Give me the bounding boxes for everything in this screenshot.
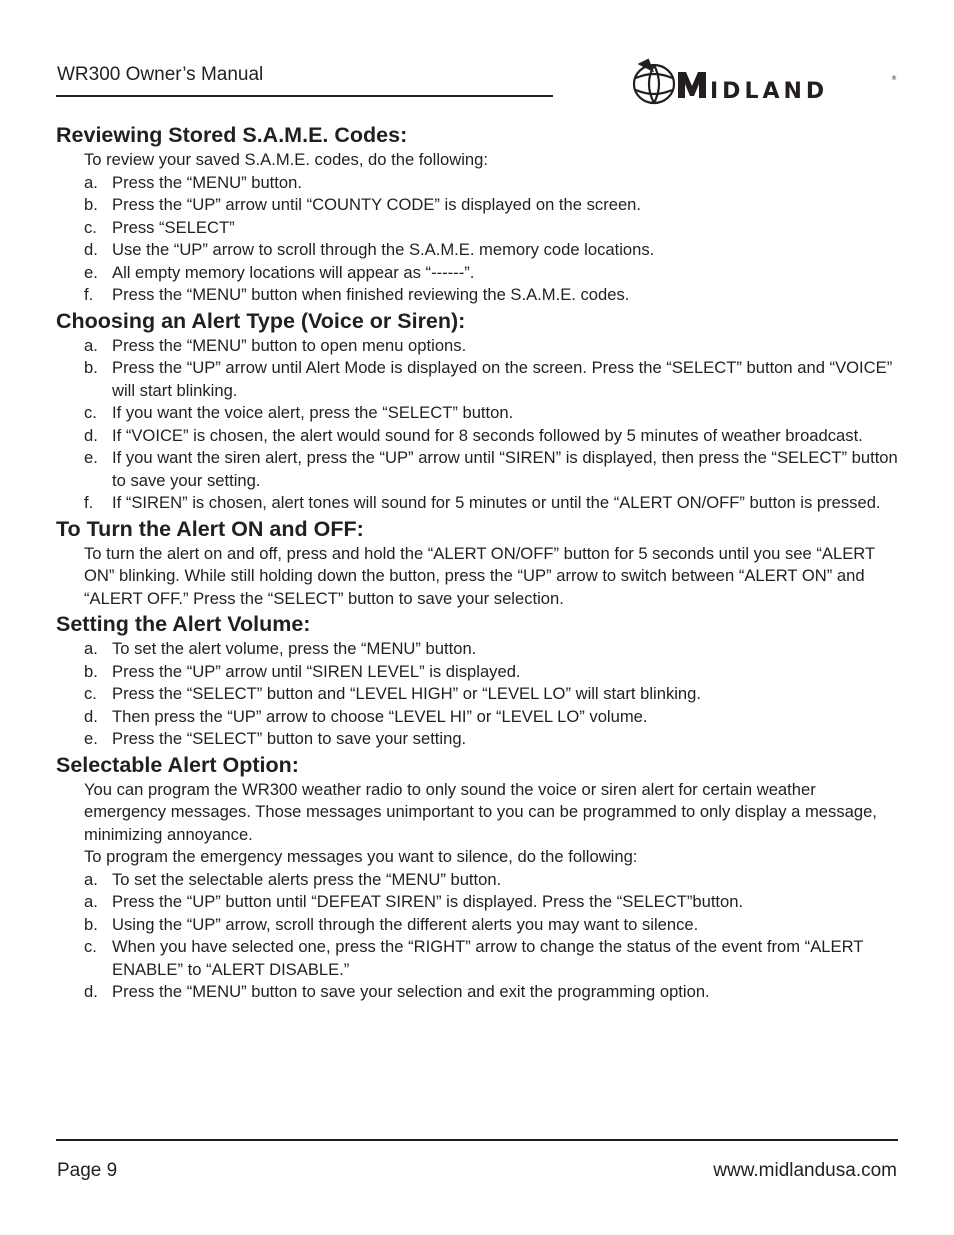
- list-item: [56, 914, 901, 937]
- list-item: [56, 284, 901, 307]
- list-item: [56, 402, 901, 425]
- list-item-text: If you want the voice alert, press the “SELECT” button.: [112, 403, 514, 422]
- list-item-text: Press the “MENU” button.: [112, 172, 302, 192]
- list-item: [56, 492, 901, 515]
- list-item-text: Press the “UP” arrow until “COUNTY CODE” is displayed on the screen.: [112, 195, 642, 214]
- list-item-letter: e.: [84, 448, 98, 467]
- list-item: [56, 891, 901, 914]
- list-item-letter: f.: [84, 285, 94, 304]
- list-item-text: Press the “UP” arrow until “SIREN LEVEL” is displayed.: [112, 661, 521, 681]
- section-paragraph: You can program the WR300 weather radio to only sound the voice or siren alert for certain weather emergency messages. Those messages unimportant to you can be programmed to only display a message, minimizing annoyance.: [84, 779, 877, 844]
- list-item-letter: c.: [84, 217, 97, 237]
- list-item: [56, 357, 901, 402]
- list-item: [56, 335, 901, 358]
- list-item-text: To set the selectable alerts press the “MENU” button.: [112, 869, 502, 889]
- step-list: [56, 172, 901, 307]
- section: [56, 515, 901, 611]
- step-list: [56, 335, 901, 515]
- section-paragraph: To turn the alert on and off, press and hold the “ALERT ON/OFF” button for 5 seconds until you see “ALERT ON” blinking. While still holding down the button, press the “UP” arrow to switch between “ALERT ON” and “ALERT OFF.” Press the “SELECT” button to save your selection.: [84, 543, 875, 608]
- list-item-text: All empty memory locations will appear as “------”.: [112, 262, 475, 282]
- list-item: [56, 869, 901, 892]
- list-item-letter: a.: [84, 892, 98, 911]
- list-item-letter: a.: [84, 335, 98, 355]
- manual-title: WR300 Owner’s Manual: [57, 64, 264, 85]
- section: [56, 610, 901, 751]
- list-item-letter: b.: [84, 661, 98, 681]
- list-item-letter: b.: [84, 358, 98, 377]
- step-list: [56, 869, 901, 1004]
- list-item: [56, 172, 901, 195]
- list-item-text: Press the “MENU” button when finished reviewing the S.A.M.E. codes.: [112, 285, 630, 304]
- list-item-text: Then press the “UP” arrow to choose “LEVEL HI” or “LEVEL LO” volume.: [112, 706, 648, 726]
- header-divider: [56, 95, 553, 97]
- list-item-letter: d.: [84, 425, 98, 445]
- list-item-text: If “SIREN” is chosen, alert tones will sound for 5 minutes or until the “ALERT ON/OFF” button is pressed.: [112, 493, 881, 512]
- list-item-text: Use the “UP” arrow to scroll through the S.A.M.E. memory code locations.: [112, 240, 655, 259]
- list-item: [56, 447, 901, 492]
- section-heading: Reviewing Stored S.A.M.E. Codes:: [56, 123, 408, 147]
- list-item-letter: a.: [84, 639, 98, 658]
- list-item-text: Press the “SELECT” button and “LEVEL HIGH” or “LEVEL LO” will start blinking.: [112, 684, 701, 703]
- list-item: [56, 936, 901, 981]
- list-item: [56, 981, 901, 1004]
- list-item-letter: a.: [84, 172, 98, 192]
- list-item: [56, 217, 901, 240]
- svg-text:®: ®: [891, 75, 897, 82]
- list-item: [56, 262, 901, 285]
- list-item-letter: c.: [84, 684, 97, 703]
- list-item-text: When you have selected one, press the “RIGHT” arrow to change the status of the event from “ALERT ENABLE” to “ALERT DISABLE.”: [112, 937, 864, 979]
- svg-text:IDLAND: IDLAND: [710, 79, 829, 104]
- list-item-letter: d.: [84, 240, 98, 259]
- page-number: Page 9: [57, 1160, 118, 1181]
- list-item-text: To set the alert volume, press the “MENU” button.: [112, 639, 477, 658]
- list-item-text: Press the “SELECT” button to save your setting.: [112, 729, 467, 748]
- list-item: [56, 706, 901, 729]
- list-item: [56, 425, 901, 448]
- list-item-letter: c.: [84, 937, 97, 956]
- section-paragraph: To program the emergency messages you want to silence, do the following:: [84, 847, 638, 866]
- section-heading: Choosing an Alert Type (Voice or Siren):: [56, 308, 466, 333]
- section-heading: To Turn the Alert ON and OFF:: [56, 516, 364, 541]
- section-heading: Selectable Alert Option:: [56, 752, 299, 777]
- list-item-letter: a.: [84, 869, 98, 889]
- list-item-text: Press the “UP” arrow until Alert Mode is displayed on the screen. Press the “SELECT” button and “VOICE” will start blinking.: [112, 358, 893, 400]
- list-item-text: Press the “MENU” button to open menu options.: [112, 335, 467, 355]
- list-item-text: If “VOICE” is chosen, the alert would sound for 8 seconds followed by 5 minutes of weather broadcast.: [112, 425, 863, 445]
- section-heading: Setting the Alert Volume:: [56, 612, 311, 636]
- list-item: [56, 728, 901, 751]
- list-item-text: If you want the siren alert, press the “UP” arrow until “SIREN” is displayed, then press the “SELECT” button to save your setting.: [112, 448, 898, 490]
- list-item-text: Press the “UP” button until “DEFEAT SIREN” is displayed. Press the “SELECT”button.: [112, 892, 744, 911]
- list-item-letter: e.: [84, 729, 98, 748]
- list-item-text: Press the “MENU” button to save your selection and exit the programming option.: [112, 982, 710, 1001]
- list-item: [56, 194, 901, 217]
- section: [56, 121, 901, 307]
- manual-content: [56, 121, 901, 1004]
- midland-logo: [628, 56, 900, 112]
- section: [56, 307, 901, 515]
- list-item-letter: e.: [84, 262, 98, 282]
- list-item-letter: c.: [84, 403, 97, 422]
- list-item: [56, 661, 901, 684]
- section-paragraph: To review your saved S.A.M.E. codes, do the following:: [84, 150, 488, 169]
- footer-divider: [56, 1139, 898, 1141]
- list-item: [56, 638, 901, 661]
- list-item-letter: d.: [84, 982, 98, 1001]
- list-item-text: Using the “UP” arrow, scroll through the different alerts you may want to silence.: [112, 914, 699, 934]
- list-item-text: Press “SELECT”: [112, 217, 235, 237]
- list-item-letter: b.: [84, 914, 98, 934]
- website-link[interactable]: www.midlandusa.com: [713, 1160, 897, 1181]
- list-item-letter: d.: [84, 706, 98, 726]
- list-item-letter: f.: [84, 493, 94, 512]
- step-list: [56, 638, 901, 751]
- list-item-letter: b.: [84, 195, 98, 214]
- list-item: [56, 239, 901, 262]
- list-item: [56, 683, 901, 706]
- section: [56, 751, 901, 1004]
